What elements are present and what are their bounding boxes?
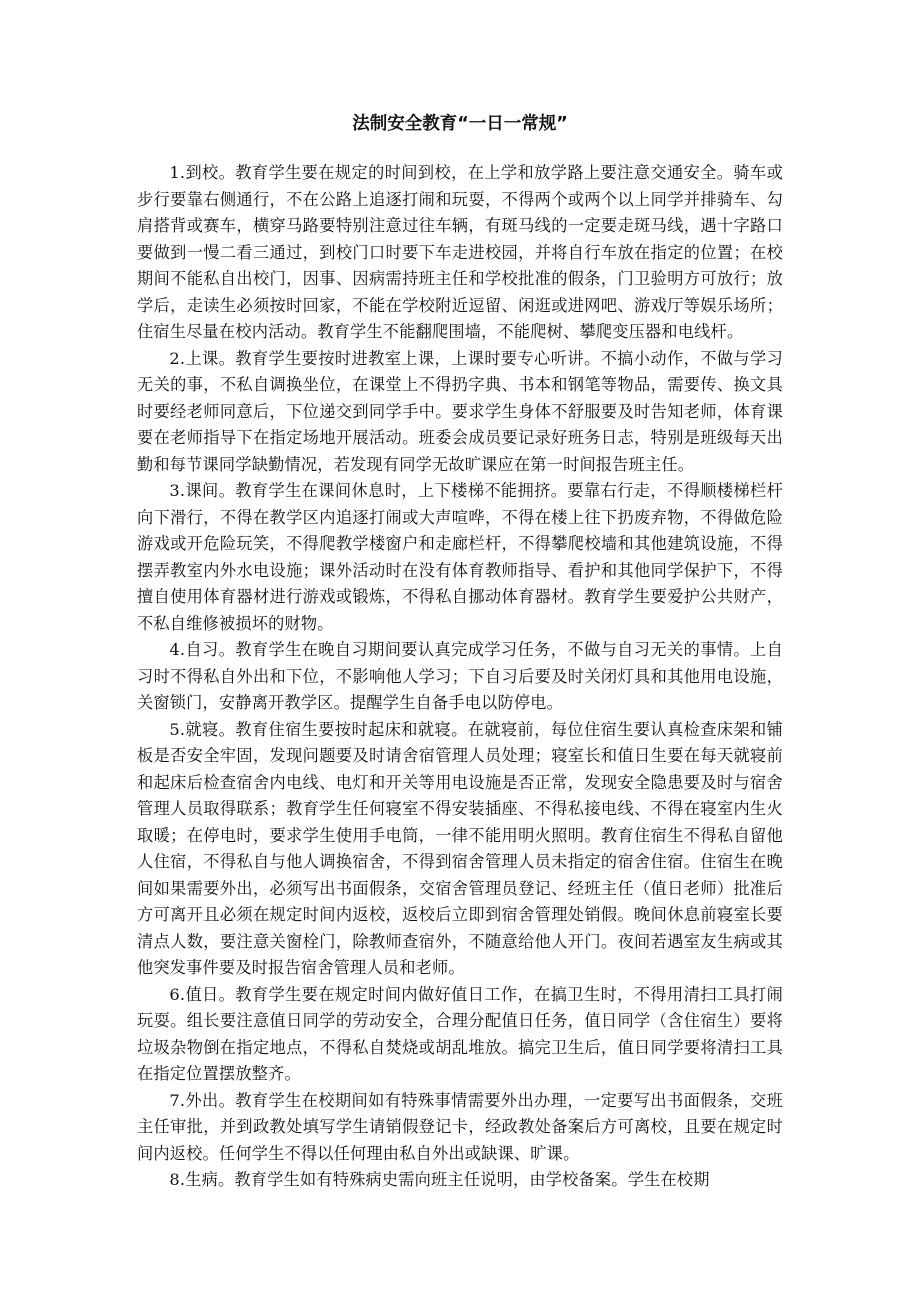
paragraph-break: 3.课间。教育学生在课间休息时，上下楼梯不能拥挤。要靠右行走，不得顺楼梯栏杆向下滑行，不得在教学区内追逐打闹或大声喧哗，不得在楼上往下扔废弃物，不得做危险游戏或开危险玩笑，不得爬教学楼窗户和走廊栏杆，不得攀爬校墙和其他建筑设施，不得摆弄教室内外水电设施；课外活动时在没有体育教师指导、看护和其他同学保护下，不得擅自使用体育器材进行游戏或锻炼，不得私自挪动体育器材。教育学生要爱护公共财产，不私自维修被损坏的财物。 (137, 481, 783, 633)
paragraph-class: 2.上课。教育学生要按时进教室上课，上课时要专心听讲。不搞小动作，不做与学习无关的事，不私自调换坐位，在课堂上不得扔字典、书本和钢笔等物品，需要传、换文具时要经老师同意后，下位递交到同学手中。要求学生身体不舒服要及时告知老师，体育课要在老师指导下在指定场地开展活动。班委会成员要记录好班务日志，特别是班级每天出勤和每节课同学缺勤情况，若发现有同学无故旷课应在第一时间报告班主任。 (137, 348, 783, 474)
paragraph-dormitory: 5.就寝。教育住宿生要按时起床和就寝。在就寝前，每位住宿生要认真检查床架和铺板是否安全牢固，发现问题要及时请舍宿管理人员处理；寝室长和值日生要在每天就寝前和起床后检查宿舍内电线、电灯和开关等用电设施是否正常，发现安全隐患要及时与宿舍管理人员取得联系；教育学生任何寝室不得安装插座、不得私接电线、不得在寝室内生火取暖；在停电时，要求学生使用手电筒，一律不能用明火照明。教育住宿生不得私自留他人住宿，不得私自与他人调换宿舍，不得到宿舍管理人员未指定的宿舍住宿。住宿生在晚间如果需要外出，必须写出书面假条，交宿舍管理员登记、经班主任（值日老师）批准后方可离开且必须在规定时间内返校，返校后立即到宿舍管理处销假。晚间休息前寝室长要清点人数，要注意关窗栓门，除教师查宿外，不随意给他人开门。夜间若遇室友生病或其他突发事件要及时报告宿舍管理人员和老师。 (137, 719, 783, 977)
paragraph-illness: 8.生病。教育学生如有特殊病史需向班主任说明，由学校备案。学生在校期 (169, 1170, 710, 1189)
document-body (137, 160, 783, 1194)
paragraph-self-study: 4.自习。教育学生在晚自习期间要认真完成学习任务，不做与自习无关的事情。上自习时不得私自外出和下位，不影响他人学习；下自习后要及时关闭灯具和其他用电设施，关窗锁门，安静离开教学区。提醒学生自备手电以防停电。 (137, 640, 783, 712)
paragraph-duty: 6.值日。教育学生要在规定时间内做好值日工作，在搞卫生时，不得用清扫工具打闹玩耍。组长要注意值日同学的劳动安全，合理分配值日任务，值日同学（含住宿生）要将垃圾杂物倒在指定地点，不得私自焚烧或胡乱堆放。搞完卫生后，值日同学要将清扫工具在指定位置摆放整齐。 (137, 984, 783, 1083)
paragraph-arrival: 1.到校。教育学生要在规定的时间到校，在上学和放学路上要注意交通安全。骑车或步行要靠右侧通行，不在公路上追逐打闹和玩耍，不得两个或两个以上同学并排骑车、勾肩搭背或赛车，横穿马路要特别注意过往车辆，有斑马线的一定要走斑马线，遇十字路口要做到一慢二看三通过，到校门口时要下车走进校园，并将自行车放在指定的位置；在校期间不能私自出校门，因事、因病需持班主任和学校批准的假条，门卫验明方可放行；放学后，走读生必须按时回家，不能在学校附近逗留、闲逛或进网吧、游戏厅等娱乐场所；住宿生尽量在校内活动。教育学生不能翻爬围墙，不能爬树、攀爬变压器和电线杆。 (137, 163, 783, 341)
page-title: 法制安全教育“一日一常规” (352, 114, 568, 134)
paragraph-going-out: 7.外出。教育学生在校期间如有特殊事情需要外出办理，一定要写出书面假条，交班主任审批，并到政教处填写学生请销假登记卡，经政教处备案后方可离校，且要在规定时间内返校。任何学生不得以任何理由私自外出或缺课、旷课。 (137, 1090, 783, 1163)
